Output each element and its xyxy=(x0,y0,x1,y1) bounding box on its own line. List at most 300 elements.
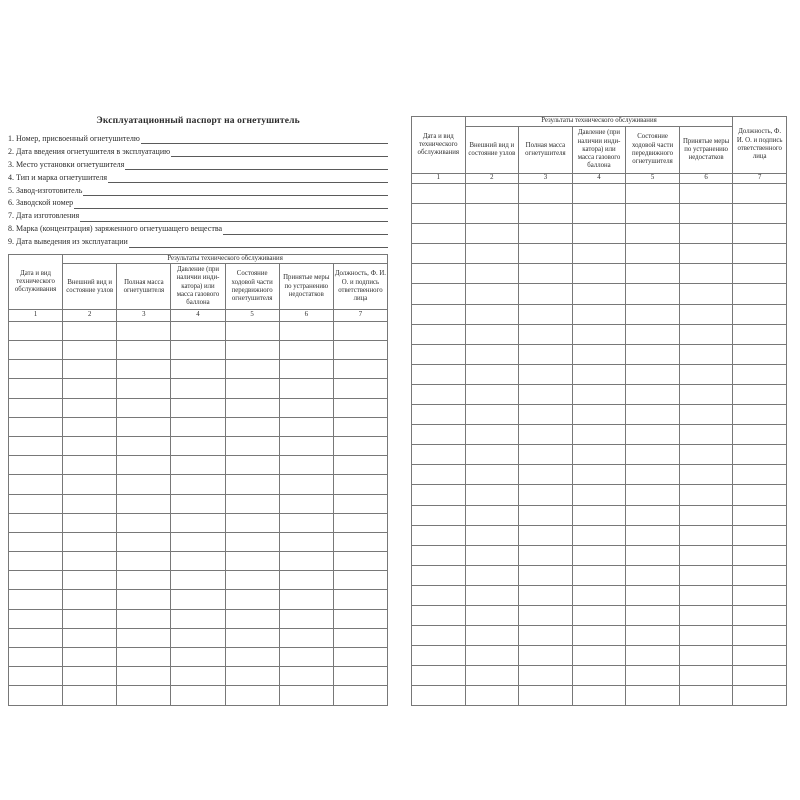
empty-cell xyxy=(412,324,466,344)
empty-cell xyxy=(63,360,117,379)
empty-cell xyxy=(465,646,519,666)
col-number: 3 xyxy=(519,174,573,184)
empty-cell xyxy=(63,590,117,609)
empty-cell xyxy=(412,364,466,384)
empty-cell xyxy=(63,628,117,647)
empty-cell xyxy=(519,585,573,605)
empty-cell xyxy=(333,532,387,551)
col-number: 5 xyxy=(225,310,279,322)
empty-cell xyxy=(626,384,680,404)
empty-log-row xyxy=(412,445,787,465)
empty-cell xyxy=(679,565,733,585)
empty-log-row xyxy=(412,344,787,364)
empty-cell xyxy=(333,456,387,475)
col-number: 3 xyxy=(117,310,171,322)
empty-log-row xyxy=(9,513,388,532)
empty-cell xyxy=(733,565,787,585)
empty-cell xyxy=(63,398,117,417)
empty-cell xyxy=(679,666,733,686)
empty-log-row xyxy=(412,405,787,425)
empty-cell xyxy=(171,456,225,475)
empty-cell xyxy=(225,609,279,628)
empty-log-row xyxy=(9,436,388,455)
empty-cell xyxy=(679,485,733,505)
empty-cell xyxy=(572,585,626,605)
form-fields xyxy=(8,133,388,249)
maintenance-table-left xyxy=(8,254,388,706)
empty-cell xyxy=(225,456,279,475)
empty-cell xyxy=(171,341,225,360)
empty-log-row xyxy=(412,264,787,284)
empty-cell xyxy=(225,321,279,340)
empty-cell xyxy=(572,425,626,445)
empty-cell xyxy=(117,513,171,532)
empty-cell xyxy=(9,494,63,513)
empty-cell xyxy=(412,485,466,505)
empty-cell xyxy=(519,445,573,465)
empty-cell xyxy=(519,284,573,304)
empty-cell xyxy=(412,204,466,224)
empty-cell xyxy=(465,204,519,224)
empty-cell xyxy=(572,626,626,646)
empty-cell xyxy=(465,344,519,364)
empty-log-row xyxy=(9,648,388,667)
empty-cell xyxy=(63,341,117,360)
table-header-row xyxy=(9,255,388,264)
empty-cell xyxy=(171,686,225,705)
empty-log-row xyxy=(9,321,388,340)
col-header-full-mass: Полная масса огнетушителя xyxy=(519,127,573,174)
col-header-appearance: Внешний вид и состояние узлов xyxy=(63,264,117,310)
empty-cell xyxy=(626,465,680,485)
empty-cell xyxy=(679,525,733,545)
field-underline xyxy=(108,181,388,183)
empty-cell xyxy=(679,626,733,646)
empty-cell xyxy=(117,628,171,647)
form-field-5 xyxy=(8,185,388,198)
empty-cell xyxy=(333,341,387,360)
empty-cell xyxy=(626,184,680,204)
empty-cell xyxy=(333,379,387,398)
empty-log-row xyxy=(412,565,787,585)
empty-cell xyxy=(412,505,466,525)
empty-cell xyxy=(412,525,466,545)
empty-cell xyxy=(279,513,333,532)
empty-cell xyxy=(519,304,573,324)
empty-cell xyxy=(465,264,519,284)
empty-cell xyxy=(333,321,387,340)
empty-cell xyxy=(412,585,466,605)
empty-cell xyxy=(279,341,333,360)
empty-cell xyxy=(679,264,733,284)
empty-log-row xyxy=(9,398,388,417)
empty-cell xyxy=(279,667,333,686)
empty-cell xyxy=(9,590,63,609)
col-number: 7 xyxy=(333,310,387,322)
empty-cell xyxy=(572,284,626,304)
empty-cell xyxy=(519,545,573,565)
empty-cell xyxy=(572,605,626,625)
empty-cell xyxy=(626,445,680,465)
results-header: Результаты технического обслуживания xyxy=(63,255,388,264)
table-subheader-row xyxy=(9,264,388,310)
empty-log-row xyxy=(412,545,787,565)
empty-cell xyxy=(171,532,225,551)
field-underline xyxy=(141,142,388,144)
field-label: 2. Дата введения огнетушителя в эксплуатацию xyxy=(8,146,171,156)
empty-cell xyxy=(63,686,117,705)
col-number: 4 xyxy=(572,174,626,184)
empty-cell xyxy=(117,667,171,686)
empty-cell xyxy=(572,545,626,565)
empty-cell xyxy=(279,360,333,379)
empty-cell xyxy=(572,384,626,404)
col-header-date-type: Дата и вид технического обслуживания xyxy=(9,255,63,310)
page-left xyxy=(8,116,388,706)
empty-cell xyxy=(465,445,519,465)
form-field-7 xyxy=(8,210,388,223)
empty-cell xyxy=(63,648,117,667)
col-number: 1 xyxy=(412,174,466,184)
empty-cell xyxy=(572,405,626,425)
form-field-4 xyxy=(8,172,388,185)
results-header: Результаты технического обслуживания xyxy=(465,117,733,127)
empty-cell xyxy=(225,532,279,551)
empty-cell xyxy=(225,628,279,647)
empty-cell xyxy=(733,184,787,204)
empty-cell xyxy=(412,465,466,485)
field-underline xyxy=(171,155,388,157)
empty-cell xyxy=(171,590,225,609)
empty-cell xyxy=(63,456,117,475)
empty-cell xyxy=(279,571,333,590)
empty-cell xyxy=(63,417,117,436)
empty-cell xyxy=(171,321,225,340)
empty-cell xyxy=(465,405,519,425)
empty-cell xyxy=(333,494,387,513)
empty-cell xyxy=(9,571,63,590)
empty-log-row xyxy=(412,525,787,545)
empty-cell xyxy=(412,184,466,204)
empty-cell xyxy=(9,456,63,475)
empty-cell xyxy=(519,405,573,425)
empty-cell xyxy=(171,609,225,628)
empty-cell xyxy=(572,565,626,585)
form-field-3 xyxy=(8,159,388,172)
empty-cell xyxy=(117,398,171,417)
empty-cell xyxy=(679,465,733,485)
empty-cell xyxy=(572,204,626,224)
field-label: 7. Дата изготовления xyxy=(8,211,80,221)
empty-cell xyxy=(225,648,279,667)
field-underline xyxy=(125,168,388,170)
col-number: 6 xyxy=(279,310,333,322)
empty-cell xyxy=(412,545,466,565)
col-number: 4 xyxy=(171,310,225,322)
empty-cell xyxy=(519,465,573,485)
field-label: 1. Номер, присвоенный огнетушителю xyxy=(8,133,140,143)
empty-cell xyxy=(279,398,333,417)
field-underline xyxy=(74,207,388,209)
col-header-pressure: Давление (при наличии инди-катора) или масса газового баллона xyxy=(171,264,225,310)
empty-cell xyxy=(279,552,333,571)
empty-cell xyxy=(519,384,573,404)
empty-cell xyxy=(465,284,519,304)
empty-cell xyxy=(679,505,733,525)
empty-cell xyxy=(279,475,333,494)
empty-cell xyxy=(733,686,787,706)
empty-cell xyxy=(225,513,279,532)
empty-cell xyxy=(519,324,573,344)
empty-cell xyxy=(63,436,117,455)
empty-cell xyxy=(626,405,680,425)
empty-cell xyxy=(279,590,333,609)
empty-cell xyxy=(9,436,63,455)
empty-cell xyxy=(733,585,787,605)
empty-log-row xyxy=(9,628,388,647)
empty-cell xyxy=(733,445,787,465)
empty-cell xyxy=(171,475,225,494)
empty-log-row xyxy=(412,425,787,445)
empty-cell xyxy=(519,364,573,384)
empty-cell xyxy=(171,648,225,667)
empty-cell xyxy=(626,686,680,706)
empty-cell xyxy=(733,324,787,344)
empty-cell xyxy=(465,324,519,344)
empty-log-row xyxy=(412,686,787,706)
empty-cell xyxy=(279,648,333,667)
empty-cell xyxy=(465,364,519,384)
empty-log-row xyxy=(9,341,388,360)
empty-cell xyxy=(572,184,626,204)
empty-cell xyxy=(117,609,171,628)
empty-cell xyxy=(679,224,733,244)
empty-log-row xyxy=(9,686,388,705)
empty-cell xyxy=(626,344,680,364)
empty-cell xyxy=(733,425,787,445)
empty-cell xyxy=(679,364,733,384)
empty-cell xyxy=(626,565,680,585)
col-header-date-type: Дата и вид технического обслуживания xyxy=(412,117,466,174)
empty-cell xyxy=(679,184,733,204)
empty-cell xyxy=(572,465,626,485)
empty-cell xyxy=(225,379,279,398)
empty-cell xyxy=(572,344,626,364)
empty-cell xyxy=(171,628,225,647)
empty-log-row xyxy=(412,485,787,505)
empty-cell xyxy=(679,244,733,264)
empty-cell xyxy=(465,244,519,264)
empty-cell xyxy=(171,417,225,436)
empty-cell xyxy=(225,667,279,686)
empty-cell xyxy=(626,646,680,666)
empty-cell xyxy=(412,686,466,706)
empty-cell xyxy=(9,686,63,705)
empty-cell xyxy=(519,485,573,505)
empty-cell xyxy=(679,384,733,404)
empty-log-row xyxy=(412,184,787,204)
empty-cell xyxy=(225,590,279,609)
empty-cell xyxy=(9,513,63,532)
empty-cell xyxy=(465,384,519,404)
empty-cell xyxy=(626,324,680,344)
empty-cell xyxy=(733,465,787,485)
field-underline xyxy=(129,246,388,248)
empty-cell xyxy=(63,552,117,571)
empty-cell xyxy=(626,284,680,304)
col-header-signature: Должность, Ф. И. О. и подпись ответственного лица xyxy=(733,117,787,174)
empty-cell xyxy=(225,571,279,590)
empty-cell xyxy=(333,398,387,417)
empty-cell xyxy=(572,445,626,465)
empty-cell xyxy=(171,552,225,571)
empty-cell xyxy=(733,545,787,565)
col-number: 2 xyxy=(63,310,117,322)
empty-log-row xyxy=(412,666,787,686)
field-label: 9. Дата выведения из эксплуатации xyxy=(8,237,128,247)
empty-cell xyxy=(519,505,573,525)
empty-cell xyxy=(465,585,519,605)
empty-log-row xyxy=(412,324,787,344)
empty-cell xyxy=(572,646,626,666)
empty-cell xyxy=(519,204,573,224)
empty-cell xyxy=(572,324,626,344)
empty-cell xyxy=(63,513,117,532)
empty-cell xyxy=(225,436,279,455)
empty-cell xyxy=(279,321,333,340)
empty-cell xyxy=(465,184,519,204)
empty-cell xyxy=(626,545,680,565)
table-subheader-row xyxy=(412,127,787,174)
empty-log-row xyxy=(9,456,388,475)
empty-cell xyxy=(171,436,225,455)
empty-cell xyxy=(9,628,63,647)
empty-cell xyxy=(9,417,63,436)
empty-cell xyxy=(733,646,787,666)
field-label: 6. Заводской номер xyxy=(8,198,74,208)
empty-log-row xyxy=(9,590,388,609)
empty-cell xyxy=(333,609,387,628)
empty-cell xyxy=(412,605,466,625)
empty-cell xyxy=(333,360,387,379)
field-underline xyxy=(223,233,388,235)
empty-log-row xyxy=(412,465,787,485)
empty-cell xyxy=(465,425,519,445)
empty-cell xyxy=(279,686,333,705)
empty-cell xyxy=(333,667,387,686)
empty-cell xyxy=(333,686,387,705)
empty-cell xyxy=(117,417,171,436)
empty-cell xyxy=(519,525,573,545)
field-label: 4. Тип и марка огнетушителя xyxy=(8,172,108,182)
empty-cell xyxy=(412,626,466,646)
empty-cell xyxy=(117,532,171,551)
empty-log-row xyxy=(9,571,388,590)
empty-cell xyxy=(279,532,333,551)
empty-cell xyxy=(412,304,466,324)
empty-cell xyxy=(63,494,117,513)
empty-cell xyxy=(9,475,63,494)
empty-log-row xyxy=(412,646,787,666)
empty-cell xyxy=(412,646,466,666)
empty-log-row xyxy=(9,379,388,398)
empty-cell xyxy=(412,264,466,284)
col-number: 6 xyxy=(679,174,733,184)
empty-cell xyxy=(412,425,466,445)
form-field-6 xyxy=(8,197,388,210)
empty-cell xyxy=(9,667,63,686)
empty-cell xyxy=(9,379,63,398)
empty-cell xyxy=(626,505,680,525)
empty-cell xyxy=(465,686,519,706)
empty-cell xyxy=(279,628,333,647)
empty-cell xyxy=(333,475,387,494)
empty-cell xyxy=(225,475,279,494)
maintenance-table-right xyxy=(411,116,787,706)
form-field-9 xyxy=(8,236,388,249)
empty-cell xyxy=(412,405,466,425)
form-field-2 xyxy=(8,146,388,159)
empty-cell xyxy=(465,605,519,625)
empty-cell xyxy=(117,590,171,609)
empty-cell xyxy=(117,379,171,398)
empty-cell xyxy=(626,224,680,244)
field-underline xyxy=(83,194,388,196)
column-number-row xyxy=(412,174,787,184)
document-title: Эксплуатационный паспорт на огнетушитель xyxy=(96,116,300,126)
empty-cell xyxy=(465,304,519,324)
col-header-measures: Принятые меры по устранению недостатков xyxy=(279,264,333,310)
empty-cell xyxy=(465,525,519,545)
empty-cell xyxy=(333,628,387,647)
empty-cell xyxy=(733,505,787,525)
empty-cell xyxy=(9,341,63,360)
empty-cell xyxy=(333,513,387,532)
field-label: 3. Место установки огнетушителя xyxy=(8,159,125,169)
empty-cell xyxy=(572,364,626,384)
empty-cell xyxy=(519,565,573,585)
empty-cell xyxy=(63,571,117,590)
field-label: 8. Марка (концентрация) заряженного огнетушащего вещества xyxy=(8,224,223,234)
empty-cell xyxy=(626,605,680,625)
empty-cell xyxy=(171,398,225,417)
empty-cell xyxy=(117,552,171,571)
empty-cell xyxy=(626,364,680,384)
empty-cell xyxy=(465,485,519,505)
empty-cell xyxy=(572,525,626,545)
empty-cell xyxy=(519,626,573,646)
empty-cell xyxy=(572,686,626,706)
empty-cell xyxy=(733,364,787,384)
empty-cell xyxy=(225,398,279,417)
empty-cell xyxy=(279,379,333,398)
col-number: 5 xyxy=(626,174,680,184)
empty-cell xyxy=(171,571,225,590)
empty-cell xyxy=(63,379,117,398)
empty-cell xyxy=(9,532,63,551)
empty-cell xyxy=(572,666,626,686)
empty-cell xyxy=(572,485,626,505)
empty-cell xyxy=(572,264,626,284)
empty-cell xyxy=(733,304,787,324)
empty-cell xyxy=(733,666,787,686)
empty-cell xyxy=(679,425,733,445)
empty-cell xyxy=(626,485,680,505)
col-number: 1 xyxy=(9,310,63,322)
empty-cell xyxy=(465,505,519,525)
empty-cell xyxy=(117,686,171,705)
empty-cell xyxy=(519,425,573,445)
